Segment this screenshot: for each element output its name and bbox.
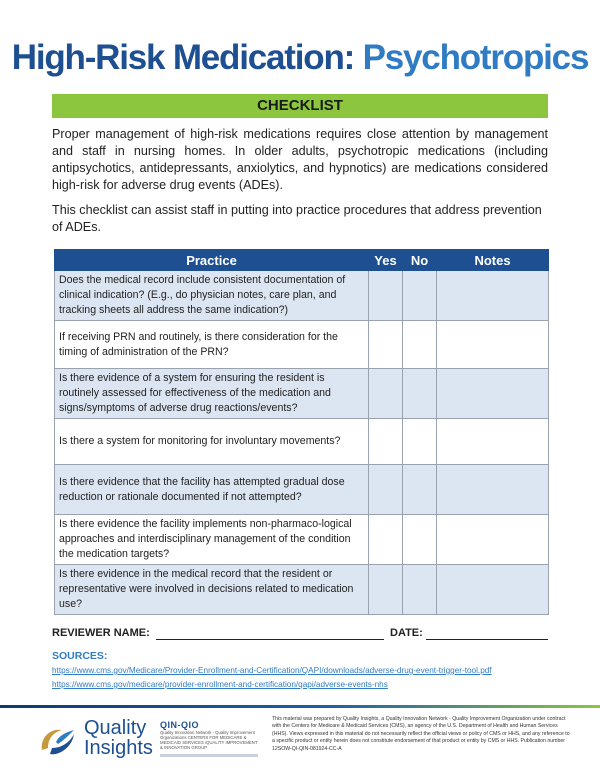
yes-cell[interactable] (369, 419, 403, 465)
reviewer-name-label: REVIEWER NAME: (52, 627, 150, 639)
yes-cell[interactable] (369, 565, 403, 615)
title-part2: Psychotropics (362, 38, 589, 77)
footer-divider (0, 705, 600, 708)
checklist-table (54, 249, 549, 615)
notes-cell[interactable] (437, 419, 549, 465)
notes-cell[interactable] (437, 515, 549, 565)
no-cell[interactable] (403, 369, 437, 419)
practice-cell: If receiving PRN and routinely, is there consideration for the timing of administration of the PRN? (55, 321, 369, 369)
yes-cell[interactable] (369, 369, 403, 419)
quality-insights-wordmark (84, 718, 153, 758)
sources-heading: SOURCES: (52, 650, 108, 662)
notes-cell[interactable] (437, 271, 549, 321)
practice-cell: Is there evidence in the medical record that the resident or representative were involved in decisions related to medication use? (55, 565, 369, 615)
logo-line-1: Quality (84, 717, 147, 739)
header-practice: Practice (55, 250, 369, 271)
notes-cell[interactable] (437, 465, 549, 515)
source-link-2[interactable]: https://www.cms.gov/medicare/provider-enrollment-and-certification/qapi/adverse-events-nhs (52, 680, 388, 689)
table-header-row (55, 250, 549, 271)
practice-cell: Is there evidence that the facility has attempted gradual dose reduction or rationale documented if not attempted? (55, 465, 369, 515)
reviewer-name-field[interactable] (156, 639, 384, 640)
table-row (55, 321, 549, 369)
header-no: No (403, 250, 437, 271)
no-cell[interactable] (403, 419, 437, 465)
intro-paragraph-2: This checklist can assist staff in putting into practice procedures that address prevention of ADEs. (52, 203, 542, 234)
date-label: DATE: (390, 627, 423, 639)
yes-cell[interactable] (369, 465, 403, 515)
title-part1: High-Risk Medication: (11, 38, 355, 77)
date-field[interactable] (426, 639, 548, 640)
practice-cell: Is there evidence of a system for ensuring the resident is routinely assessed for effectiveness of the medication and signs/symptoms of adverse drug reactions/events? (55, 369, 369, 419)
quality-insights-logo-icon (36, 720, 80, 760)
table-row (55, 369, 549, 419)
qin-qio-logo (160, 720, 258, 762)
logo-line-2: Insights (84, 737, 153, 759)
source-link-1[interactable]: https://www.cms.gov/Medicare/Provider-Enrollment-and-Certification/QAPI/downloads/adverse-drug-event-trigger-tool.pdf (52, 666, 492, 675)
table-row (55, 565, 549, 615)
practice-cell: Does the medical record include consistent documentation of clinical indication? (E.g., do physician notes, care plan, and tracking sheets all address the same indication?) (55, 271, 369, 321)
header-yes: Yes (369, 250, 403, 271)
table-row (55, 515, 549, 565)
practice-cell: Is there evidence the facility implements non-pharmaco-logical approaches and interdisciplinary management of the condition the medication targets? (55, 515, 369, 565)
header-notes: Notes (437, 250, 549, 271)
table-row (55, 465, 549, 515)
yes-cell[interactable] (369, 515, 403, 565)
no-cell[interactable] (403, 271, 437, 321)
disclaimer-text: This material was prepared by Quality Insights, a Quality Innovation Network - Quality Improvement Organization under contract with the Centers for Medicare & Medicaid Services (CMS), an agency of the U.S. Department of Health and Human Services (HHS). Views expressed in this material do not necessarily reflect the official views or policy of CMS or HHS, and any reference to a specific product or entity herein does not constitute endorsement of that product or entity by CMS or HHS. Publication number 12SOW-QI-QIN-081924-CC-A (272, 716, 570, 752)
notes-cell[interactable] (437, 565, 549, 615)
intro-paragraph: Proper management of high-risk medications requires close attention by management and staff in nursing homes. In older adults, psychotropic medications (including antipsychotics, antidepressants, anxiolytics, and hypnotics) are medications considered high-risk for adverse drug events (ADEs). (52, 127, 548, 192)
yes-cell[interactable] (369, 271, 403, 321)
no-cell[interactable] (403, 321, 437, 369)
page-title (0, 38, 600, 78)
qin-qio-subtext: Quality Innovation Network - Quality Improvement Organizations CENTERS FOR MEDICARE & MEDICAID SERVICES iQUALITY IMPROVEMENT & INNOVATION GROUP (160, 730, 258, 750)
qin-divider (160, 754, 258, 757)
notes-cell[interactable] (437, 369, 549, 419)
no-cell[interactable] (403, 565, 437, 615)
notes-cell[interactable] (437, 321, 549, 369)
no-cell[interactable] (403, 465, 437, 515)
checklist-banner: CHECKLIST (52, 94, 548, 118)
practice-cell: Is there a system for monitoring for involuntary movements? (55, 419, 369, 465)
table-row (55, 271, 549, 321)
no-cell[interactable] (403, 515, 437, 565)
yes-cell[interactable] (369, 321, 403, 369)
qin-qio-title: QIN-QIO (160, 720, 199, 730)
table-row (55, 419, 549, 465)
